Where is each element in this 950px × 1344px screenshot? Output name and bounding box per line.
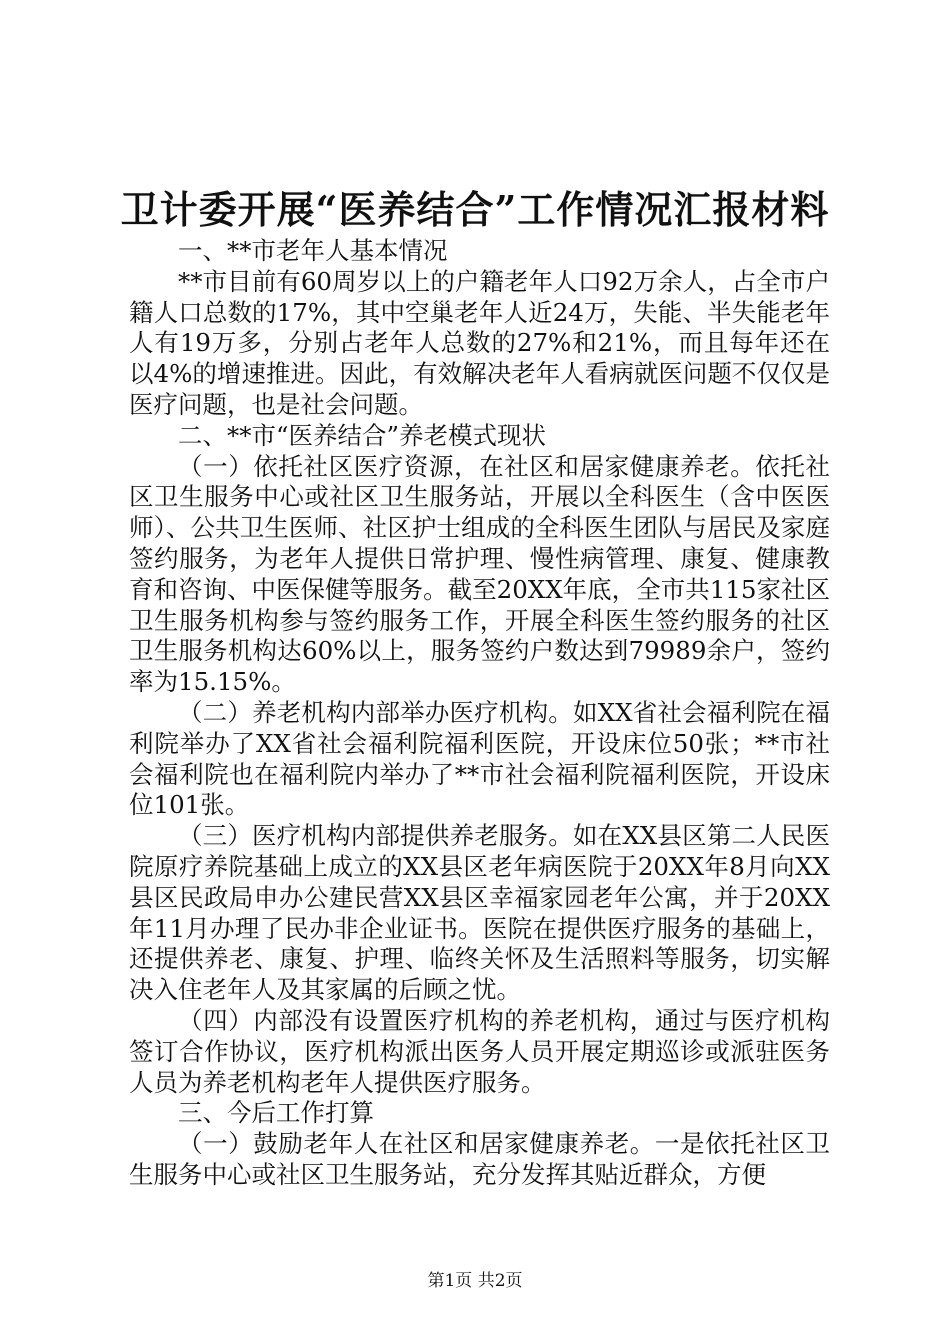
section-heading-2: 二、**市“医养结合”养老模式现状 xyxy=(178,420,547,450)
document-title: 卫计委开展“医养结合”工作情况汇报材料 xyxy=(120,187,830,232)
body-paragraph: （一）鼓励老年人在社区和居家健康养老。一是依托社区卫生服务中心或社区卫生服务站，充分发挥其贴近群众，方便 xyxy=(129,1129,830,1189)
body-paragraph: （三）医疗机构内部提供养老服务。如在XX县区第二人民医院原疗养院基础上成立的XX县区老年病医院于20XX年8月向XX县区民政局申办公建民营XX县区幸福家园老年公寓，并于20XX年11月办理了民办非企业证书。医院在提供医疗服务的基础上，还提供养老、康复、护理、临终关怀及生活照料等服务，切实解决入住老年人及其家属的后顾之忧。 xyxy=(129,821,830,1005)
body-paragraph: （四）内部没有设置医疗机构的养老机构，通过与医疗机构签订合作协议，医疗机构派出医务人员开展定期巡诊或派驻医务人员为养老机构老年人提供医疗服务。 xyxy=(129,1005,830,1097)
section-heading-3: 三、今后工作打算 xyxy=(178,1098,374,1128)
page-number-footer: 第1页 共2页 xyxy=(427,1271,523,1291)
body-paragraph: （二）养老机构内部举办医疗机构。如XX省社会福利院在福利院举办了XX省社会福利院福利医院，开设床位50张；**市社会福利院也在福利院内举办了**市社会福利院福利医院，开设床位101张。 xyxy=(129,697,830,820)
document-body xyxy=(129,236,830,1191)
body-paragraph: （一）依托社区医疗资源，在社区和居家健康养老。依托社区卫生服务中心或社区卫生服务站，开展以全科医生（含中医医师）、公共卫生医师、社区护士组成的全科医生团队与居民及家庭签约服务，为老年人提供日常护理、慢性病管理、康复、健康教育和咨询、中医保健等服务。截至20XX年底，全市共115家社区卫生服务机构参与签约服务工作，开展全科医生签约服务的社区卫生服务机构达60%以上，服务签约户数达到79989余户，签约率为15.15%。 xyxy=(129,451,830,697)
body-paragraph: **市目前有60周岁以上的户籍老年人口92万余人，占全市户籍人口总数的17%，其中空巢老年人近24万，失能、半失能老年人有19万多，分别占老年人总数的27%和21%，而且每年还在以4%的增速推进。因此，有效解决老年人看病就医问题不仅仅是医疗问题，也是社会问题。 xyxy=(129,266,830,419)
section-heading-1: 一、**市老年人基本情况 xyxy=(178,236,448,265)
